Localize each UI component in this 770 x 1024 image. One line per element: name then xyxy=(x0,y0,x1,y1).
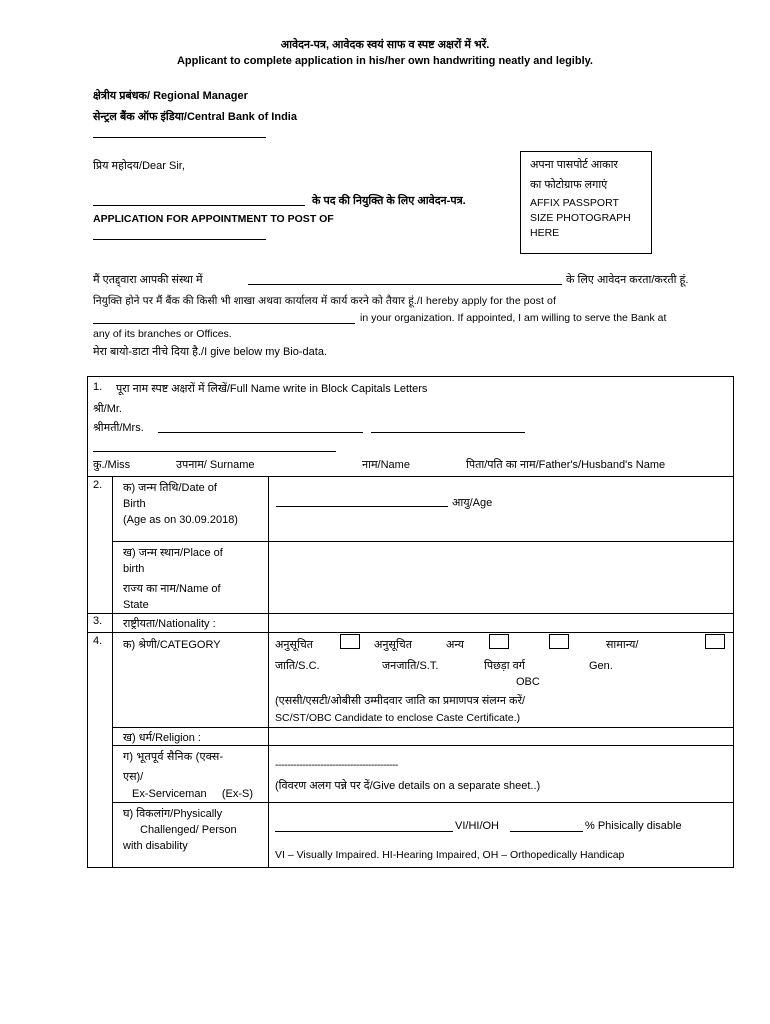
disability-type-line[interactable] xyxy=(275,831,453,832)
post-heading-hindi: के पद की नियुक्ति के लिए आवेदन-पत्र. xyxy=(312,195,466,207)
sc-checkbox[interactable] xyxy=(340,634,360,649)
st-checkbox[interactable] xyxy=(489,634,509,649)
ex-serviceman-label: ग) भूतपूर्व सैनिक (एक्स- xyxy=(123,751,224,763)
surname-label: उपनाम/ Surname xyxy=(176,459,255,471)
row-divider-4d xyxy=(112,802,734,803)
declaration-line-2: नियुक्ति होने पर मैं बैंक की किसी भी शाखा अथवा कार्यालय में कार्य करने को तैयार हूं./I hereby apply for the post of xyxy=(93,295,557,307)
addressee-designation: क्षेत्रीय प्रबंधक/ Regional Manager xyxy=(93,90,248,102)
row-divider-4 xyxy=(87,632,734,633)
ex-serviceman-label-2: एस)/ xyxy=(123,771,144,783)
row-divider-2a xyxy=(112,541,734,542)
disability-label-2: Challenged/ Person xyxy=(140,824,237,836)
sc-label-2: जाति/S.C. xyxy=(275,660,320,672)
applied-post-line[interactable] xyxy=(93,323,355,324)
salutation: प्रिय महोदय/Dear Sir, xyxy=(93,160,185,172)
photograph-box[interactable] xyxy=(520,151,652,254)
col-divider-num xyxy=(112,476,113,868)
photo-label-english-1: AFFIX PASSPORT xyxy=(530,197,619,209)
age-label: आयु/Age xyxy=(452,497,493,509)
gen-checkbox[interactable] xyxy=(705,634,725,649)
disability-type-label: VI/HI/OH xyxy=(455,820,500,832)
obc-label-2: पिछड़ा वर्ग xyxy=(484,660,525,672)
post-heading-english: APPLICATION FOR APPOINTMENT TO POST OF xyxy=(93,213,334,225)
addressee-bank: सेन्ट्रल बैंक ऑफ इंडिया/Central Bank of India xyxy=(93,111,297,123)
pob-label-2: birth xyxy=(123,563,145,575)
name-line-3[interactable] xyxy=(93,451,336,452)
col-divider-label xyxy=(268,476,269,868)
sc-label-1: अनुसूचित xyxy=(275,639,314,651)
title-mrs: श्रीमती/Mrs. xyxy=(93,422,144,434)
st-label-2: जनजाति/S.T. xyxy=(382,660,439,672)
post-name-line-2[interactable] xyxy=(93,239,266,240)
name-line-1[interactable] xyxy=(158,432,363,433)
state-label: राज्य का नाम/Name of xyxy=(123,583,221,595)
ex-serviceman-note: (विवरण अलग पन्ने पर दें/Give details on a separate sheet..) xyxy=(275,780,541,792)
biodata-intro: मेरा बायो-डाटा नीचे दिया है./I give below my Bio-data. xyxy=(93,346,328,358)
form-title-hindi: आवेदन-पत्र, आवेदक स्वयं साफ व स्पष्ट अक्षरों में भरें. xyxy=(280,39,490,51)
post-name-line[interactable] xyxy=(93,205,305,206)
disability-percent-label: % Phisically disable xyxy=(585,820,682,832)
caste-note-hindi: (एससी/एसटी/ओबीसी उम्मीदवार जाति का प्रमाणपत्र संलग्न करें/ xyxy=(275,695,526,707)
row-divider-4b xyxy=(112,727,734,728)
dob-label: क) जन्म तिथि/Date of xyxy=(123,482,217,494)
father-husband-label: पिता/पति का नाम/Father's/Husband's Name xyxy=(466,459,666,471)
row-divider-1 xyxy=(87,476,734,477)
name-label: नाम/Name xyxy=(362,459,410,471)
obc-checkbox[interactable] xyxy=(549,634,569,649)
title-mr: श्री/Mr. xyxy=(93,403,122,415)
row2-number: 2. xyxy=(93,479,103,491)
dob-input-line[interactable] xyxy=(276,506,448,507)
pob-label: ख) जन्म स्थान/Place of xyxy=(123,547,223,559)
obc-label-1: अन्य xyxy=(446,639,465,651)
photo-label-english-2: SIZE PHOTOGRAPH xyxy=(530,212,631,224)
dob-label-2: Birth xyxy=(123,498,146,510)
gen-label-2: Gen. xyxy=(589,660,613,672)
name-line-2[interactable] xyxy=(371,432,525,433)
disability-percent-line[interactable] xyxy=(510,831,583,832)
addressee-location-line[interactable] xyxy=(93,137,266,138)
declaration-line-1a: मैं एतद्द्वारा आपकी संस्था में xyxy=(93,274,203,286)
obc-label-3: OBC xyxy=(516,676,540,688)
declaration-line-4: any of its branches or Offices. xyxy=(93,328,232,340)
ex-serviceman-label-3: Ex-Serviceman (Ex-S) xyxy=(132,788,254,800)
ex-serviceman-line[interactable]: ----------------------------------------- xyxy=(275,759,398,771)
state-label-2: State xyxy=(123,599,149,611)
declaration-line-3: in your organization. If appointed, I am willing to serve the Bank at xyxy=(360,312,667,324)
disability-note: VI – Visually Impaired. HI-Hearing Impaired, OH – Orthopedically Handicap xyxy=(275,849,625,861)
photo-label-english-3: HERE xyxy=(530,227,560,239)
disability-label-3: with disability xyxy=(123,840,188,852)
row3-number: 3. xyxy=(93,615,103,627)
nationality-label: राष्ट्रीयता/Nationality : xyxy=(123,618,216,630)
title-miss: कु./Miss xyxy=(93,459,131,471)
row4-number: 4. xyxy=(93,635,103,647)
religion-label: ख) धर्म/Religion : xyxy=(123,732,201,744)
row1-number: 1. xyxy=(93,381,103,393)
form-title-english: Applicant to complete application in his/her own handwriting neatly and legibly. xyxy=(176,55,593,67)
st-label-1: अनुसूचित xyxy=(374,639,413,651)
row-divider-3 xyxy=(87,613,734,614)
gen-label-1: सामान्य/ xyxy=(606,639,639,651)
dob-age-as-on: (Age as on 30.09.2018) xyxy=(123,514,238,526)
disability-label: घ) विकलांग/Physically xyxy=(123,808,223,820)
photo-label-hindi-1: अपना पासपोर्ट आकार xyxy=(530,159,618,171)
row-divider-4c xyxy=(112,745,734,746)
photo-label-hindi-2: का फोटोग्राफ लगाएं xyxy=(530,179,608,191)
organization-name-line[interactable] xyxy=(248,284,562,285)
full-name-heading: पूरा नाम स्पष्ट अक्षरों में लिखें/Full Name write in Block Capitals Letters xyxy=(116,383,428,395)
category-label: क) श्रेणी/CATEGORY xyxy=(123,639,221,651)
declaration-line-1b: के लिए आवेदन करता/करती हूं. xyxy=(566,274,689,286)
caste-note-english: SC/ST/OBC Candidate to enclose Caste Certificate.) xyxy=(275,712,521,724)
